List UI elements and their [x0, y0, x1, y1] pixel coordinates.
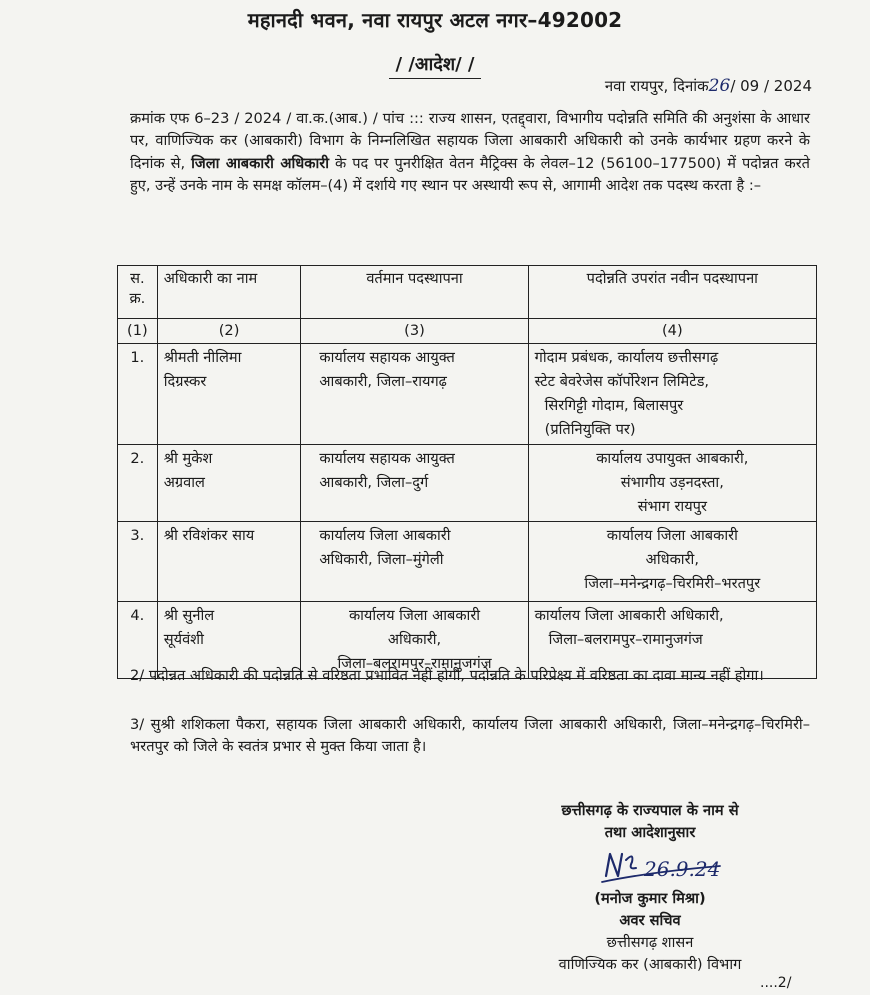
signatory-name: (मनोज कुमार मिश्रा)	[594, 890, 706, 907]
new-line: जिला–बलरामपुर–रामानुजगंज	[548, 631, 703, 648]
row-new-posting	[528, 522, 816, 602]
row-officer-name	[157, 344, 301, 445]
authority-line-1: छत्तीसगढ़ के राज्यपाल के नाम से	[561, 802, 739, 819]
header-sn: स. क्र.	[118, 266, 158, 319]
name-line: श्री मुकेश	[163, 450, 213, 467]
header-current-posting: वर्तमान पदस्थापना	[301, 266, 528, 319]
page-continuation: ....2/	[760, 975, 792, 991]
posting-table	[117, 265, 817, 679]
header-new-posting: पदोन्नति उपरांत नवीन पदस्थापना	[528, 266, 816, 319]
name-line: श्रीमती नीलिमा	[163, 349, 242, 366]
handwritten-day: 26	[708, 76, 731, 96]
new-line: गोदाम प्रबंधक, कार्यालय छत्तीसगढ़	[534, 349, 719, 366]
department-name: वाणिज्यिक कर (आबकारी) विभाग	[558, 956, 742, 973]
new-line: स्टेट बेवरेजेस कॉर्पोरेशन लिमिटेड,	[534, 373, 710, 390]
new-line: जिला–मनेन्द्रगढ़–चिरमिरी–भरतपुर	[584, 575, 761, 592]
new-line: संभाग रायपुर	[637, 498, 707, 515]
para1-text-b: के पद पर पुनरीक्षित वेतन मैट्रिक्स के लेवल–12 (56100–177500) में पदोन्नत करते हुए, उन्हें उनके नाम के समक्ष कॉलम–(4) में दर्शाये गए स्थान पर अस्थायी रूप से, आगामी आदेश तक पदस्थ करता है :–	[130, 154, 810, 194]
table-row	[118, 522, 817, 602]
authority-line-2: तथा आदेशानुसार	[604, 824, 696, 841]
date-month-year: / 09 / 2024	[730, 77, 812, 95]
signatory-designation: अवर सचिव	[619, 912, 681, 929]
para1-text-a: क्रमांक एफ 6–23 / 2024 / वा.क.(आब.) / पांच ::: राज्य शासन, एतद्द्वारा, विभागीय पदोन्नति समिति की अनुशंसा के आधार पर, वाणिज्यिक कर (आबकारी) विभाग के निम्नलिखित सहायक जिला आबकारी अधिकारी को उनके कार्यभार ग्रहण करने के दिनांक से,	[130, 110, 810, 172]
new-line: कार्यालय जिला आबकारी	[606, 527, 738, 544]
new-line: अधिकारी,	[645, 551, 699, 568]
place-date-prefix: नवा रायपुर, दिनांक	[604, 77, 709, 95]
office-address: महानदी भवन, नवा रायपुर अटल नगर–492002	[247, 8, 623, 32]
title-underline	[389, 78, 481, 79]
col-number: (2)	[157, 319, 301, 344]
order-title-text: / /आदेश/ /	[395, 54, 475, 75]
col-number: (3)	[301, 319, 528, 344]
order-paragraph-3: 3/ सुश्री शशिकला पैकरा, सहायक जिला आबकारी अधिकारी, कार्यालय जिला आबकारी अधिकारी, जिला–मनेन्द्रगढ़–चिरमिरी–भरतपुर को जिले के स्वतंत्र प्रभार से मुक्त किया जाता है।	[130, 716, 810, 756]
row-new-posting	[528, 445, 816, 522]
name-line: श्री सुनील	[163, 607, 215, 624]
new-line: (प्रतिनियुक्ति पर)	[544, 421, 636, 438]
name-line: सूर्यवंशी	[163, 631, 204, 648]
new-line: कार्यालय जिला आबकारी अधिकारी,	[534, 607, 724, 624]
column-number-row	[118, 319, 817, 344]
table-row	[118, 445, 817, 522]
row-sn: 3.	[118, 522, 158, 602]
row-sn: 4.	[118, 602, 158, 679]
row-officer-name	[157, 445, 301, 522]
current-line: कार्यालय सहायक आयुक्त	[319, 349, 455, 366]
new-line: कार्यालय उपायुक्त आबकारी,	[596, 450, 749, 467]
current-line: कार्यालय जिला आबकारी	[348, 607, 481, 624]
table-row	[118, 344, 817, 445]
row-new-posting	[528, 344, 816, 445]
row-current-posting	[301, 445, 528, 522]
current-line: कार्यालय जिला आबकारी	[319, 527, 451, 544]
current-line: आबकारी, जिला–रायगढ़	[319, 373, 447, 390]
signature-date-initials: 26.9.24	[644, 857, 721, 881]
order-paragraph-2: 2/ पदोन्नत अधिकारी की पदोन्नति से वरिष्ठता प्रभावित नहीं होगी, पदोन्नति के परिप्रेक्ष्य में वरिष्ठता का दावा मान्य नहीं होगा।	[130, 667, 764, 684]
row-current-posting	[301, 522, 528, 602]
row-current-posting	[301, 344, 528, 445]
current-line: जिला–बलरामपुर–रामानुजगंज	[337, 655, 492, 672]
name-line: अग्रवाल	[163, 474, 205, 491]
new-line: सिरगिट्टी गोदाम, बिलासपुर	[544, 397, 684, 414]
handwritten-signature	[600, 846, 730, 890]
place-date	[605, 76, 812, 96]
current-line: अधिकारी,	[387, 631, 442, 648]
government-name: छत्तीसगढ़ शासन	[606, 934, 694, 951]
current-line: कार्यालय सहायक आयुक्त	[319, 450, 455, 467]
name-line: दिग्रस्कर	[163, 373, 207, 390]
col-number: (1)	[118, 319, 158, 344]
para1-bold-post: जिला आबकारी अधिकारी	[191, 154, 329, 172]
name-line: श्री रविशंकर साय	[163, 527, 255, 544]
current-line: आबकारी, जिला–दुर्ग	[319, 474, 429, 491]
row-officer-name	[157, 522, 301, 602]
row-sn: 2.	[118, 445, 158, 522]
table-header-row	[118, 266, 817, 319]
header-officer-name: अधिकारी का नाम	[157, 266, 301, 319]
row-sn: 1.	[118, 344, 158, 445]
order-title	[0, 52, 870, 79]
new-line: संभागीय उड़नदस्ता,	[620, 474, 724, 491]
current-line: अधिकारी, जिला–मुंगेली	[319, 551, 444, 568]
order-paragraph-1	[130, 108, 810, 197]
col-number: (4)	[528, 319, 816, 344]
